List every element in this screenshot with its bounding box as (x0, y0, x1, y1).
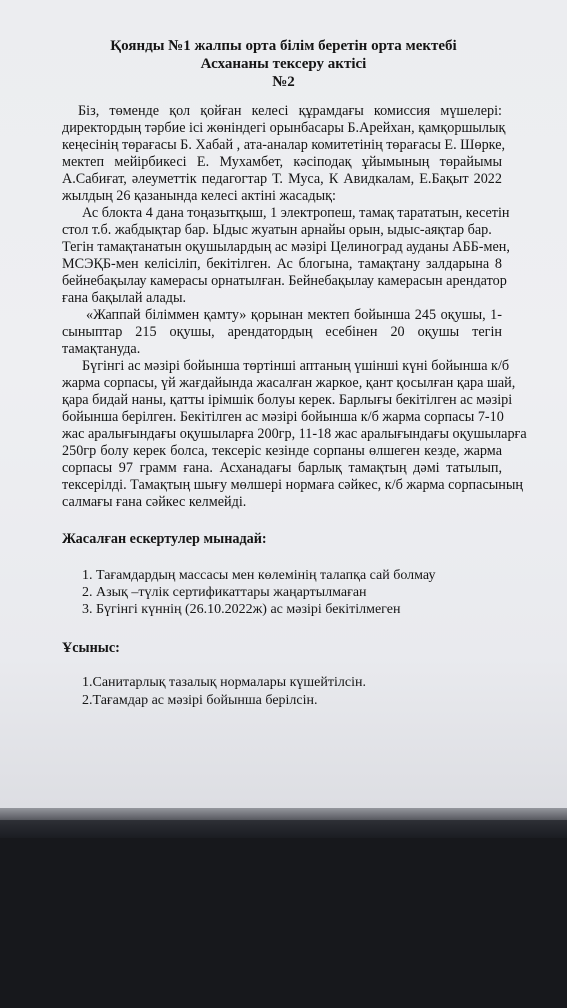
proposals-item: 1.Санитарлық тазалық нормалары күшейтілсін. (82, 675, 366, 690)
document-title: Қоянды №1 жалпы орта білім беретін орта мектебі (110, 38, 457, 54)
body-line: Бүгінгі ас мәзірі бойынша төртінші аптаның үшінші күні бойынша к/б (82, 358, 510, 374)
remarks-item: 3. Бүгінгі күннің (26.10.2022ж) ас мәзірі бекітілмеген (82, 602, 401, 617)
body-line: жарма сорпасы, үй жағдайында жасалған жаркое, қант қосылған қара шай, (62, 375, 516, 391)
body-line: бейнебақылау камерасы орнатылған. Бейнебақылау камерасын арендатор (62, 273, 507, 289)
body-line: бойынша берілген. Бекітілген ас мәзірі бойынша к/б жарма сорпасы 7-10 (62, 409, 504, 425)
body-line: МСЭҚБ-мен келісіліп, бекітілген. Ас блогына, тамақтану залдарына 8 (62, 256, 502, 272)
body-line: жас аралығындағы оқушыларға 200гр, 11-18 жас аралығындағы оқушыларға (62, 426, 527, 442)
body-line: қара бидай наны, қатты ірімшік болуы керек. Барлығы бекітілген ас мәзірі (62, 392, 513, 408)
body-line: ғана бақылай алады. (62, 290, 187, 306)
body-line: 250гр болу керек болса, тексеріс кезінде сорпаны өлшеген кезде, жарма (62, 443, 502, 459)
paper-edge-shadow (0, 808, 567, 838)
body-line: Ас блокта 4 дана тоңазытқыш, 1 электропеш, тамақ тарататын, кесетін (82, 205, 510, 221)
body-line: стол т.б. жабдықтар бар. Ыдыс жуатын арнайы орын, ыдыс-аяқтар бар. (62, 222, 492, 238)
remarks-item: 1. Тағамдардың массасы мен көлемінің талапқа сай болмау (82, 568, 436, 583)
document-subtitle: Асхананы тексеру актісі (200, 56, 367, 72)
body-line: директордың тәрбие ісі жөніндегі орынбасары Б.Арейхан, қамқоршылық (62, 120, 506, 136)
body-line: Тегін тамақтанатын оқушылардың ас мәзірі Целиноград ауданы АББ-мен, (62, 239, 510, 255)
proposals-heading: Ұсыныс: (62, 640, 120, 656)
body-line: жылдың 26 қазанында келесі актіні жасадық: (62, 188, 336, 204)
body-line: кеңесінің төрағасы Б. Хабай , ата-аналар комитетінің төрағасы Е. Шөрке, (62, 137, 506, 153)
dark-background (0, 838, 567, 1008)
body-line: мектеп мейірбикесі Е. Мухамбет, кәсіподақ ұйымының төрайымы (62, 154, 502, 170)
body-line: сорпасы 97 грамм ғана. Асханадағы барлық тамақтың дәмі татылып, (62, 460, 502, 476)
body-line: тексерілді. Тамақтың шығу мөлшері нормаға сәйкес, к/б жарма сорпасының (62, 477, 523, 493)
body-line: А.Сабиғат, әлеуметтік педагогтар Т. Муса, К Авидкалам, Е.Бақыт 2022 (62, 171, 502, 187)
body-line: «Жаппай біліммен қамту» қорынан мектеп бойынша 245 оқушы, 1- (86, 307, 502, 323)
proposals-item: 2.Тағамдар ас мәзірі бойынша берілсін. (82, 693, 318, 708)
remarks-heading: Жасалған ескертулер мынадай: (62, 531, 267, 547)
remarks-item: 2. Азық –түлік сертификаттары жаңартылмаған (82, 585, 367, 600)
body-line: сыныптар 215 оқушы, арендатордың есебінен 20 оқушы тегін (62, 324, 502, 340)
body-line: салмағы ғана сәйкес келмейді. (62, 494, 247, 510)
document-number: №2 (272, 74, 295, 90)
body-line: тамақтануда. (62, 341, 141, 357)
body-line: Біз, төменде қол қойған келесі құрамдағы комиссия мүшелері: (78, 103, 502, 119)
